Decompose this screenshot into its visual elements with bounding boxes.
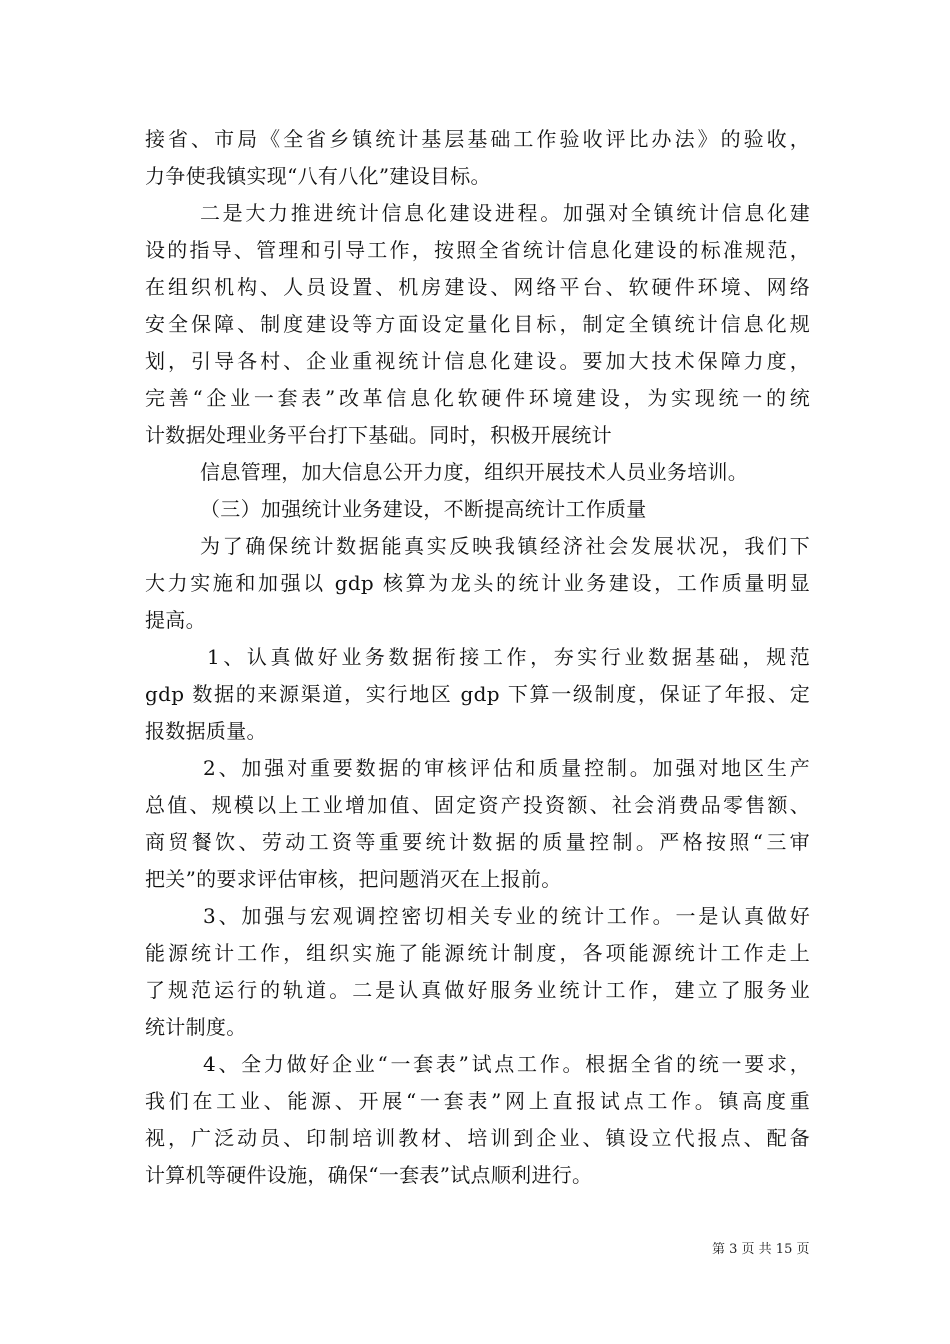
- text-line: 大力实施和加强以 gdp 核算为龙头的统计业务建设，工作质量明显: [145, 571, 810, 595]
- paragraph-first-line: 2、加强对重要数据的审核评估和质量控制。加强对地区生产: [203, 756, 810, 780]
- text-line: 计数据处理业务平台打下基础。同时，积极开展统计: [145, 423, 612, 447]
- text-line: 我们在工业、能源、开展“一套表”网上直报试点工作。镇高度重: [145, 1089, 810, 1113]
- text-line: 总值、规模以上工业增加值、固定资产投资额、社会消费品零售额、: [145, 793, 810, 817]
- text-line: 把关”的要求评估审核，把问题消灭在上报前。: [145, 867, 562, 891]
- paragraph-first-line: 为了确保统计数据能真实反映我镇经济社会发展状况，我们下: [200, 534, 810, 558]
- section-heading: （三）加强统计业务建设，不断提高统计工作质量: [200, 497, 647, 521]
- paragraph-first-line: 4、全力做好企业“一套表”试点工作。根据全省的统一要求，: [203, 1052, 810, 1076]
- text-line: 视，广泛动员、印制培训教材、培训到企业、镇设立代报点、配备: [145, 1126, 810, 1150]
- paragraph-first-line: 1、认真做好业务数据衔接工作，夯实行业数据基础，规范: [207, 645, 810, 669]
- text-line: 计算机等硬件设施，确保“一套表”试点顺利进行。: [145, 1163, 593, 1187]
- text-line: 了规范运行的轨道。二是认真做好服务业统计工作，建立了服务业: [145, 978, 810, 1002]
- text-line: 在组织机构、人员设置、机房建设、网络平台、软硬件环境、网络: [145, 275, 810, 299]
- text-line: 设的指导、管理和引导工作，按照全省统计信息化建设的标准规范，: [145, 238, 810, 262]
- text-line: 力争使我镇实现“八有八化”建设目标。: [145, 164, 491, 188]
- text-line: 能源统计工作，组织实施了能源统计制度，各项能源统计工作走上: [145, 941, 810, 965]
- page-number: 第 3 页 共 15 页: [712, 1242, 810, 1257]
- text-line: gdp 数据的来源渠道，实行地区 gdp 下算一级制度，保证了年报、定: [145, 682, 810, 706]
- text-line: 统计制度。: [145, 1015, 247, 1039]
- text-line: 接省、市局《全省乡镇统计基层基础工作验收评比办法》的验收，: [145, 127, 810, 151]
- text-line: 完善“企业一套表”改革信息化软硬件环境建设，为实现统一的统: [145, 386, 810, 410]
- text-line: 提高。: [145, 608, 206, 632]
- body-text: [145, 121, 810, 1194]
- text-line: 安全保障、制度建设等方面设定量化目标，制定全镇统计信息化规: [145, 312, 810, 336]
- paragraph-first-line: 3、加强与宏观调控密切相关专业的统计工作。一是认真做好: [203, 904, 810, 928]
- paragraph-first-line: 二是大力推进统计信息化建设进程。加强对全镇统计信息化建: [200, 201, 810, 225]
- text-line: 商贸餐饮、劳动工资等重要统计数据的质量控制。严格按照“三审: [145, 830, 810, 854]
- text-line: 报数据质量。: [145, 719, 267, 743]
- paragraph-first-line: 信息管理，加大信息公开力度，组织开展技术人员业务培训。: [200, 460, 749, 484]
- text-line: 划，引导各村、企业重视统计信息化建设。要加大技术保障力度，: [145, 349, 810, 373]
